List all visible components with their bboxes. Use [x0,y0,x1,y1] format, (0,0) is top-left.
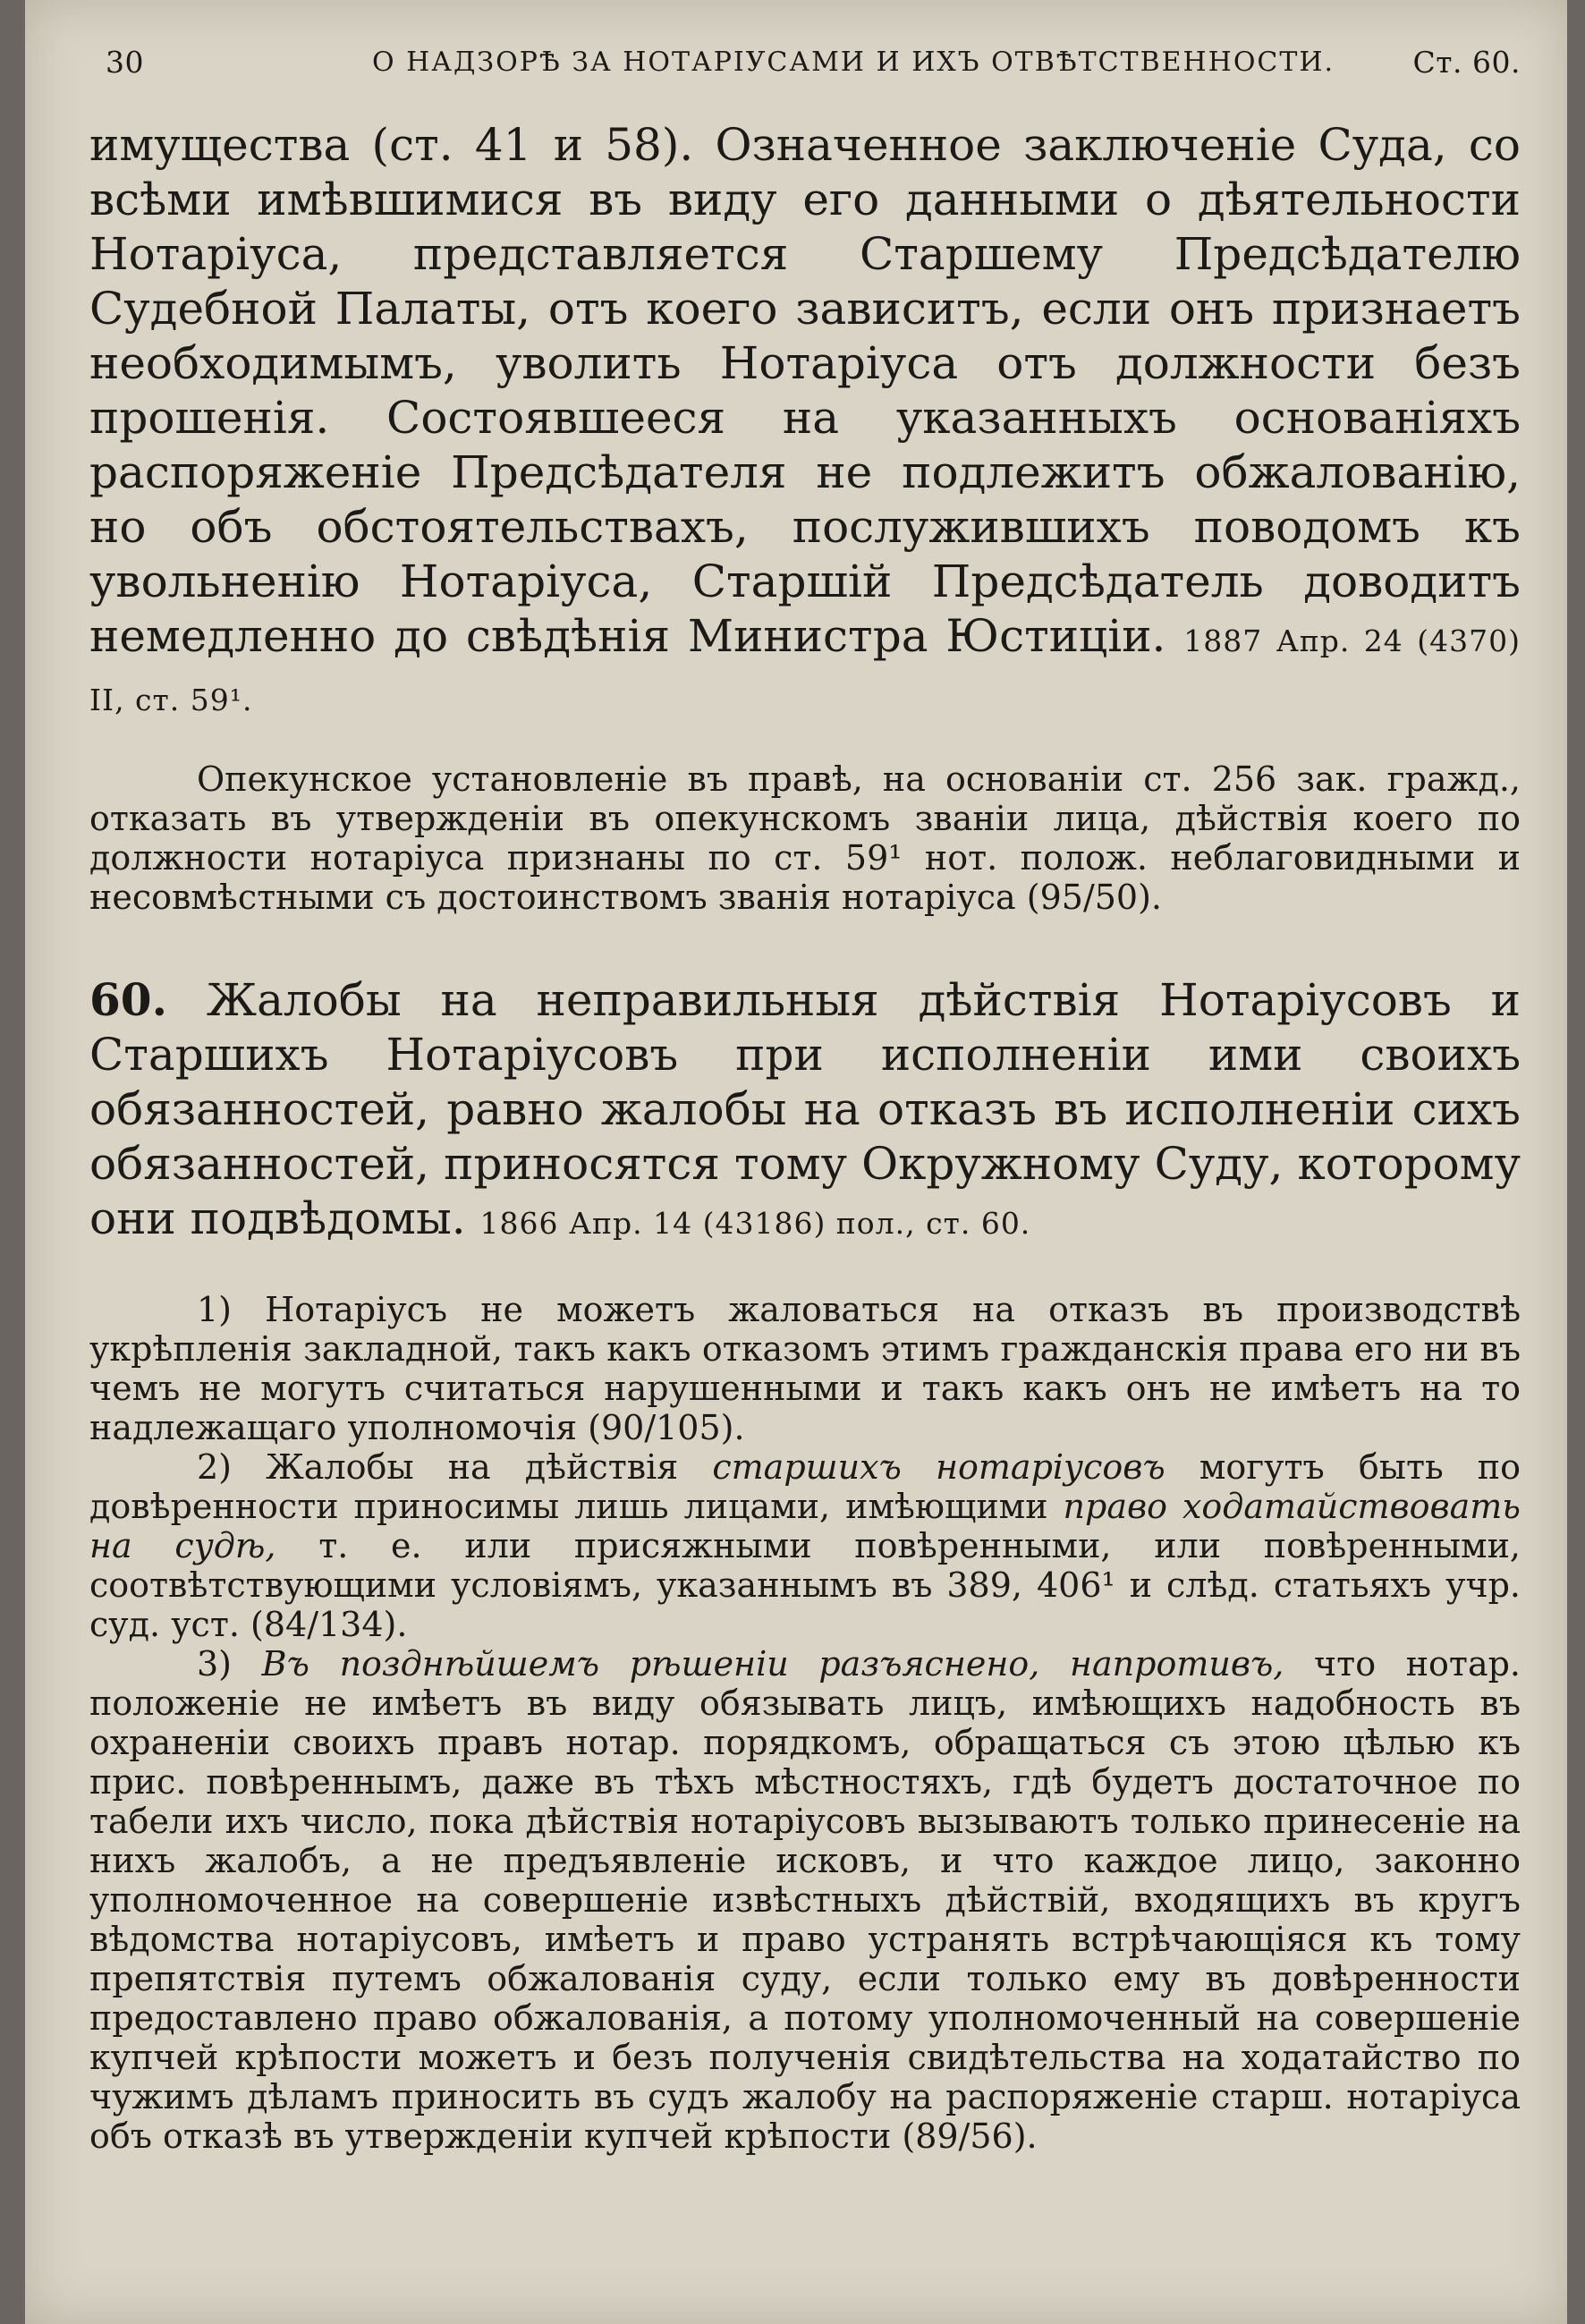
article-59-citation: 1887 Апр. 24 (4370) II, ст. 59¹. [89,623,1521,717]
article-60-citation: 1866 Апр. 14 (43186) пол., ст. 60. [479,1206,1031,1241]
note-60-2-text-b: могутъ быть по довѣренности приносимы лишь лицами, имѣющими [89,1447,1521,1526]
note-60-3-italic: Въ позднѣйшемъ рѣшеніи разъяснено, напротивъ, [261,1644,1284,1684]
article-59-note [89,759,1521,917]
note-60-2-text-c: т. е. или присяжными повѣренными, или повѣренными, соотвѣтствующими условіямъ, указаннымъ въ 389, 406¹ и слѣд. статьяхъ учр. суд. уст. (84/134). [89,1526,1521,1644]
article-59-paragraph [89,118,1521,727]
note-60-2-italic-a: старшихъ нотаріусовъ [712,1447,1165,1487]
article-60 [89,972,1521,1251]
article-59-text: имущества (ст. 41 и 58). Означенное заключеніе Суда, со всѣми имѣвшимися въ виду его данными о дѣятельности Нотаріуса, представляется Старшему Предсѣдателю Судебной Палаты, отъ коего зависитъ, если онъ признаетъ необходимымъ, уволить Нотаріуса отъ должности безъ прошенія. Состоявшееся на указанныхъ основаніяхъ распоряженіе Предсѣдателя не подлежитъ обжалованію, но объ обстоятельствахъ, послужившихъ поводомъ къ увольненію Нотаріуса, Старшій Предсѣдатель доводитъ немедленно до свѣдѣнія Министра Юстиціи. [89,119,1521,662]
article-reference: Ст. 60. [1412,45,1521,80]
note-60-1: 1) Нотаріусъ не можетъ жаловаться на отказъ въ производствѣ укрѣпленія закладной, такъ какъ отказомъ этимъ гражданскія права его ни въ чемъ не могутъ считаться нарушенными и такъ какъ онъ не имѣетъ на то надлежащаго уполномочія (90/105). [89,1290,1521,1447]
article-60-paragraph [89,972,1521,1251]
running-title: О НАДЗОРѢ ЗА НОТАРІУСАМИ И ИХЪ ОТВѢТСТВЕННОСТИ. [372,47,1335,78]
article-60-notes [89,1290,1521,2156]
note-60-3 [89,1644,1521,2156]
book-page [25,0,1567,2324]
running-header [89,36,1521,98]
note-60-2-italic-b: право ходатайствовать на судѣ, [89,1487,1521,1565]
note-60-3-number: 3) [197,1644,233,1684]
page-content [89,36,1521,2156]
note-59-paragraph: Опекунское установленіе въ правѣ, на основаніи ст. 256 зак. гражд., отказать въ утвержденіи въ опекунскомъ званіи лица, дѣйствія коего по должности нотаріуса признаны по ст. 59¹ нот. полож. неблаговидными и несовмѣстными съ достоинствомъ званія нотаріуса (95/50). [89,759,1521,917]
note-60-2-text-a: 2) Жалобы на дѣйствія [197,1447,679,1487]
article-59-continuation [89,118,1521,727]
page-number: 30 [106,45,144,80]
note-60-3-text: что нотар. положеніе не имѣетъ въ виду обязывать лицъ, имѣющихъ надобность въ охраненіи своихъ правъ нотар. порядкомъ, обращаться съ этою цѣлью къ прис. повѣреннымъ, даже въ тѣхъ мѣстностяхъ, гдѣ будетъ достаточное по табели ихъ число, пока дѣйствія нотаріусовъ вызываютъ только принесеніе на нихъ жалобъ, а не предъявленіе исковъ, и что каждое лицо, законно уполномоченное на совершеніе извѣстныхъ дѣйствій, входящихъ въ кругъ вѣдомства нотаріусовъ, имѣетъ и право устранять встрѣчающіяся къ тому препятствія путемъ обжалованія суду, если только ему въ довѣренности предоставлено право обжалованія, а потому уполномоченный на совершеніе купчей крѣпости можетъ и безъ полученія свидѣтельства на ходатайство по чужимъ дѣламъ приносить въ судъ жалобу на распоряженіе старш. нотаріуса объ отказѣ въ утвержденіи купчей крѣпости (89/56). [89,1644,1521,2156]
article-60-number: 60. [89,973,167,1026]
article-60-text: Жалобы на неправильныя дѣйствія Нотаріусовъ и Старшихъ Нотаріусовъ при исполненіи ими своихъ обязанностей, равно жалобы на отказъ въ исполненіи сихъ обязанностей, приносятся тому Окружному Суду, которому они подвѣдомы. [89,974,1521,1244]
note-60-2 [89,1447,1521,1644]
section-gap [89,917,1521,953]
